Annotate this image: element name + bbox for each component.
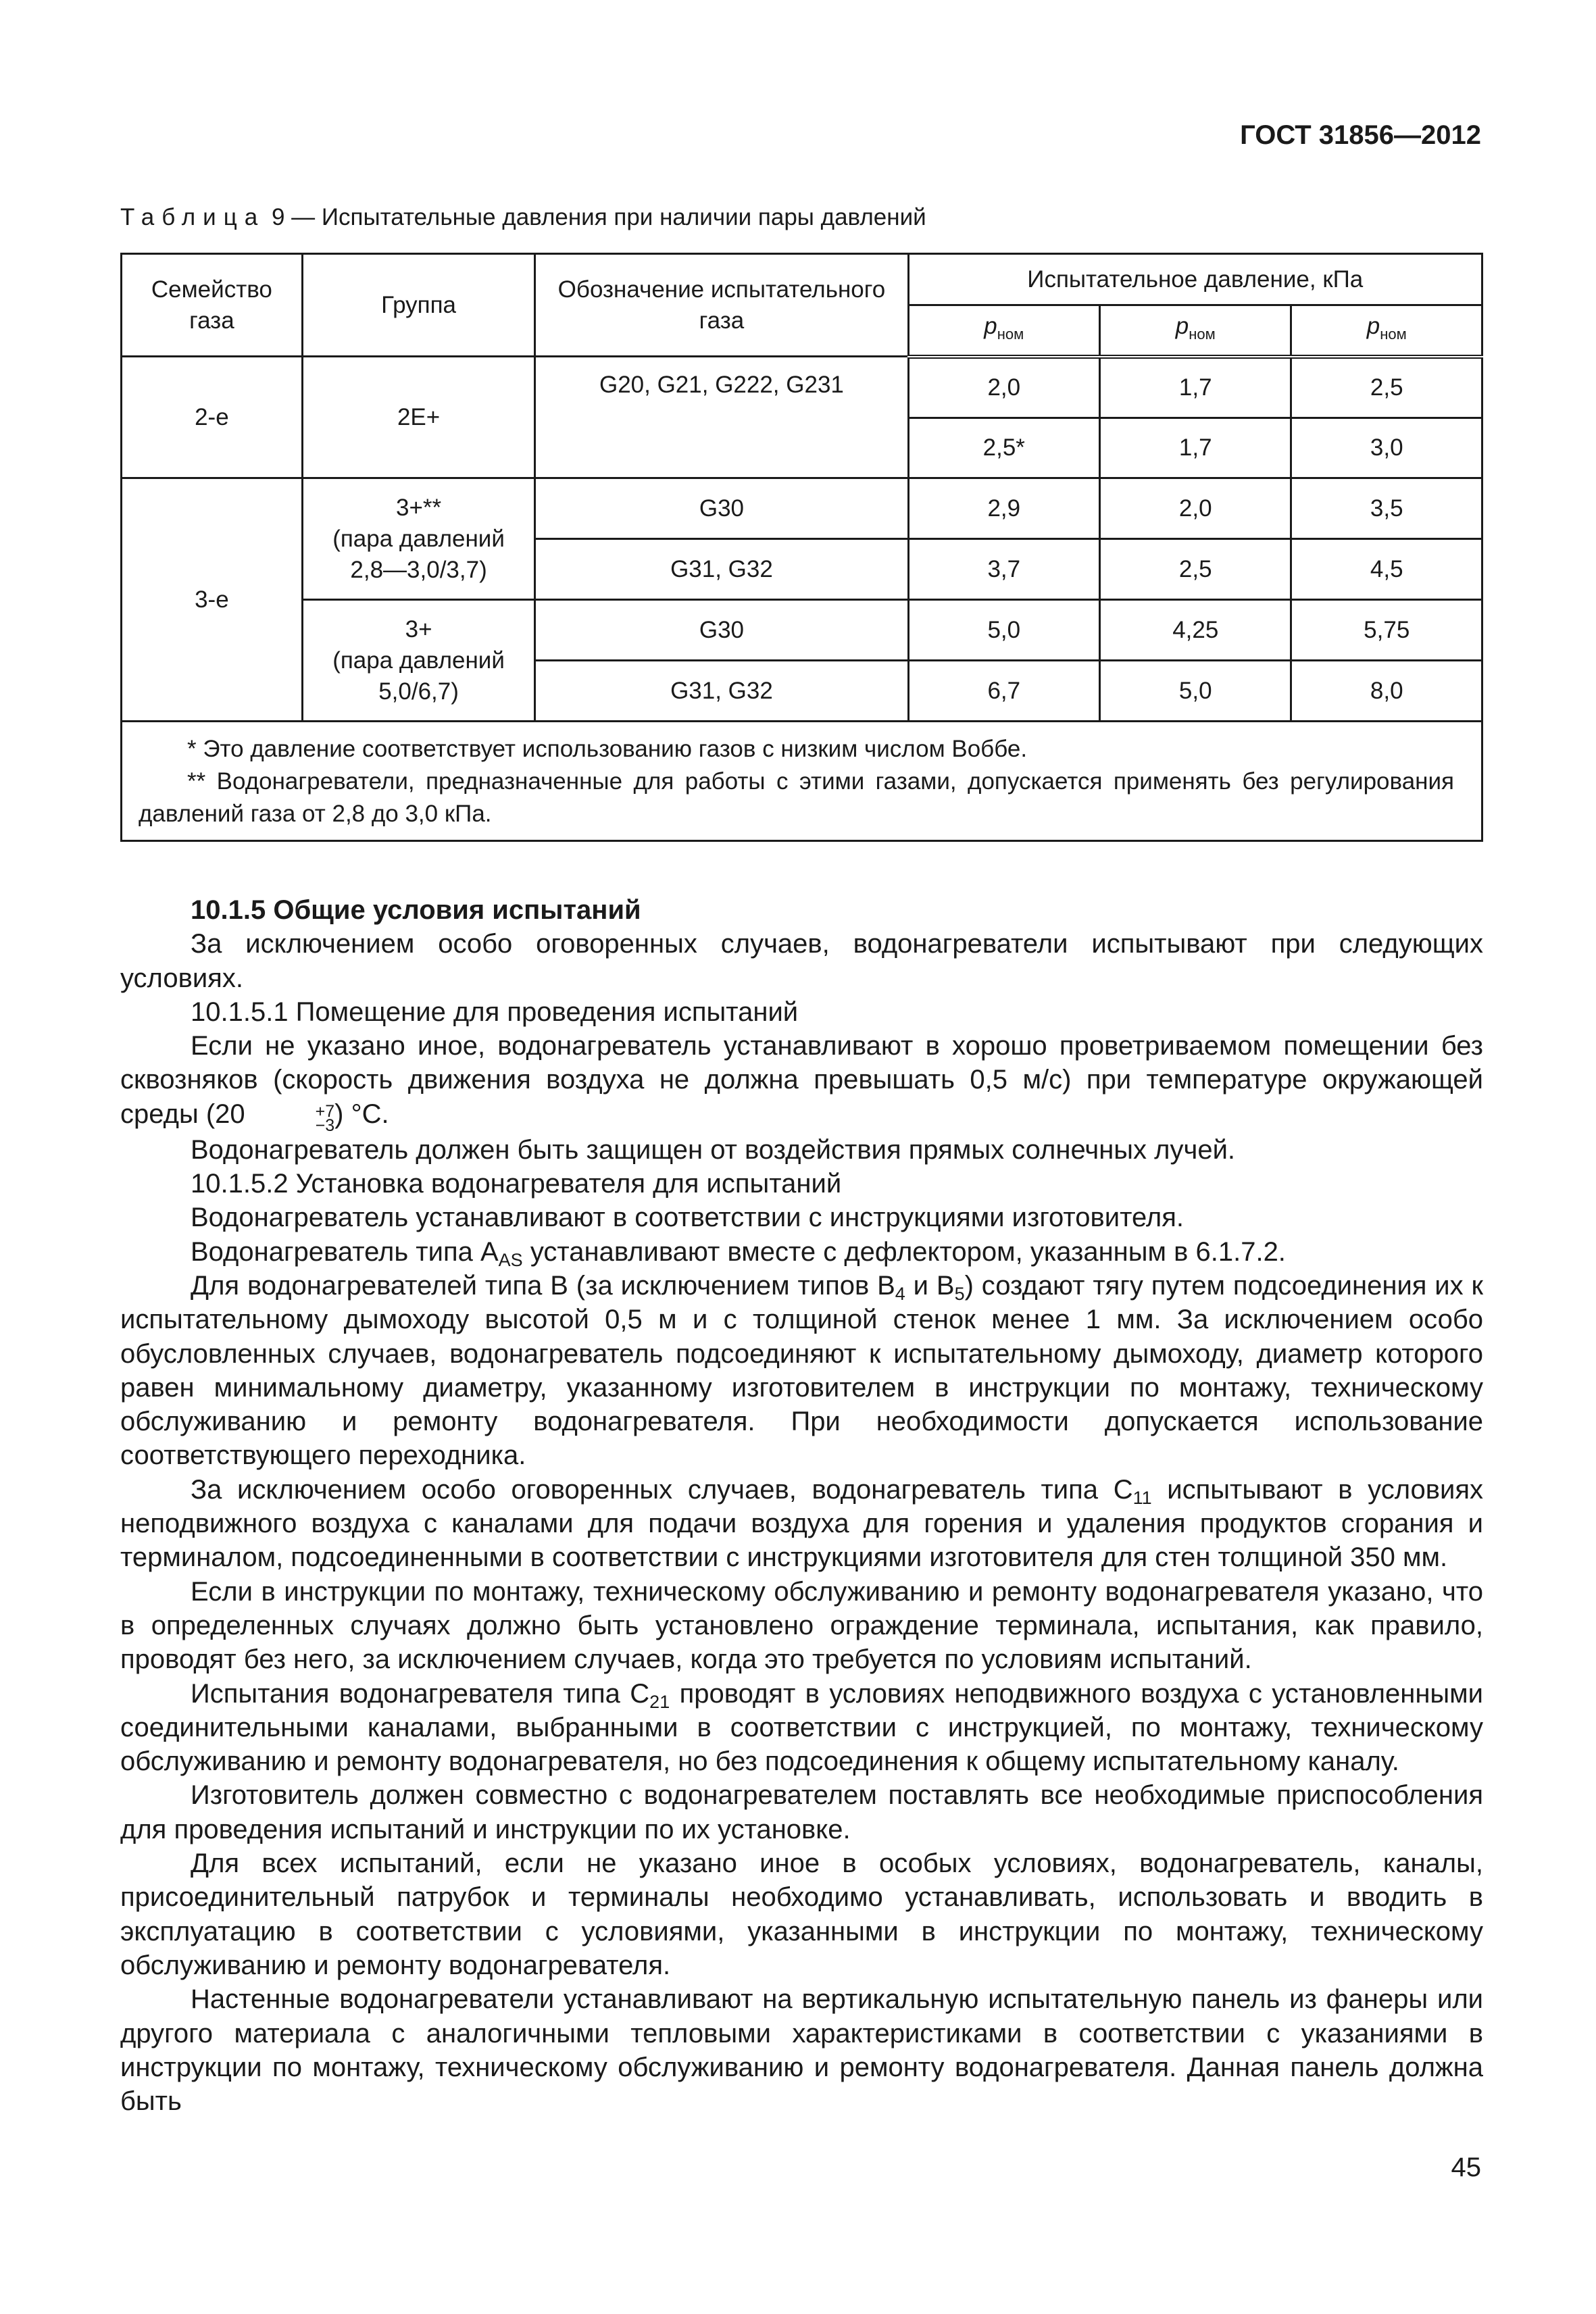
gas-cell: G30 (535, 600, 908, 661)
family-cell: 2-е (122, 357, 303, 478)
gas-cell: G20, G21, G222, G231 (535, 357, 908, 478)
paragraph: Водонагреватель должен быть защищен от воздействия прямых солнечных лучей. (191, 1134, 1236, 1165)
table-notes (122, 722, 1482, 841)
value-cell: 5,75 (1291, 600, 1482, 661)
table-caption-text: — Испытательные давления при наличии пары давлений (291, 204, 926, 230)
section-heading: 10.1.5 Общие условия испытаний (191, 895, 641, 925)
tolerance-superscript-subscript: +7 −3 (315, 1101, 335, 1135)
table-row (122, 600, 1482, 661)
subsection-title: 10.1.5.2 Установка водонагревателя для испытаний (191, 1169, 842, 1199)
paragraph: Настенные водонагреватели устанавливают на вертикальную испытательную панель из фанеры или другого материала с аналогичными тепловыми характеристиками в соответствии с указаниями в инструкции по монтажу, техническому обслуживанию и ремонту водонагревателя. Данная панель должна быть (120, 1984, 1483, 2117)
value-cell: 1,7 (1100, 418, 1291, 478)
paragraph: За исключением особо оговоренных случаев, водонагреватели испытывают при следующих условиях. (120, 929, 1483, 993)
paragraph: Водонагреватель типа $A_{AS}$ устанавливают вместе с дефлектором, указанным в 6.1.7.2. (191, 1236, 1286, 1270)
value-cell: 2,5* (908, 418, 1099, 478)
pressure-table (120, 253, 1483, 842)
header-group: Группа (302, 254, 535, 357)
table-caption-word: Таблица (120, 204, 266, 230)
header-pressure: Испытательное давление, кПа (908, 254, 1482, 305)
body-text (120, 893, 1483, 2118)
paragraph: Если не указано иное, водонагреватель устанавливают в хорошо проветриваемом помещении без сквозняков (скорость движения воздуха не должна превышать 0,5 м/с) при температуре окружающей среды (20 +7 −3 ) °С. (120, 1031, 1483, 1135)
paragraph: Для водонагревателей типа В (за исключением типов $В_4$ и $В_5$) создают тягу путем подсоединения их к испытательному дымоходу высотой 0,5 м и с толщиной стенок менее 1 мм. За исключением особо обусловленных случаев, водонагреватель подсоединяют к испытательному дымоходу, диаметр которого равен минимальному диаметру, указанному изготовителем в инструкции по монтажу, техническому обслуживанию и ремонту водонагревателя. При необходимости допускается использование соответствующего переходника. (120, 1270, 1484, 1471)
subsection-title: 10.1.5.1 Помещение для проведения испытаний (191, 997, 799, 1027)
header-designation: Обозначение испытательного газа (535, 254, 908, 357)
value-cell: 5,0 (908, 600, 1099, 661)
table-caption-number: 9 (271, 204, 285, 230)
value-cell: 3,7 (908, 539, 1099, 600)
value-cell: 2,9 (908, 478, 1099, 539)
document-id: ГОСТ 31856—2012 (1240, 120, 1481, 150)
value-cell: 4,25 (1100, 600, 1291, 661)
value-cell: 8,0 (1291, 661, 1482, 722)
page-number: 45 (1451, 2153, 1481, 2182)
paragraph: Испытания водонагревателя типа $С_{21}$ проводят в условиях неподвижного воздуха с установленными соединительными каналами, выбранными в соответствии с инструкцией, по монтажу, техническому обслуживанию и ремонту водонагревателя, но без подсоединения к общему испытательному каналу. (120, 1678, 1484, 1777)
group-cell: 3+ (пара давлений 5,0/6,7) (302, 600, 535, 722)
gas-cell: G31, G32 (535, 539, 908, 600)
value-cell: 1,7 (1100, 357, 1291, 418)
table-caption (120, 204, 926, 231)
table-note-1: * Это давление соответствует использованию газов с низким числом Воббе. (187, 736, 1028, 762)
group-cell: 2E+ (302, 357, 535, 478)
header-p-nom: $p_{ном}$ (1100, 305, 1291, 357)
gas-cell: G30 (535, 478, 908, 539)
value-cell: 2,5 (1291, 357, 1482, 418)
paragraph: Водонагреватель устанавливают в соответствии с инструкциями изготовителя. (191, 1203, 1184, 1233)
header-family: Семейство газа (122, 254, 303, 357)
value-cell: 3,5 (1291, 478, 1482, 539)
table-notes-row (122, 722, 1482, 841)
paragraph: Если в инструкции по монтажу, техническому обслуживанию и ремонту водонагревателя указано, что в определенных случаях должно быть установлено ограждение терминала, испытания, как правило, проводят без него, за исключением случаев, когда это требуется по условиям испытаний. (120, 1576, 1483, 1675)
group-cell: 3+** (пара давлений 2,8—3,0/3,7) (302, 478, 535, 600)
gas-cell: G31, G32 (535, 661, 908, 722)
value-cell: 6,7 (908, 661, 1099, 722)
table-note-2: ** Водонагреватели, предназначенные для работы с этими газами, допускается применять без регулирования давлений газа от 2,8 до 3,0 кПа. (139, 768, 1454, 827)
value-cell: 2,0 (1100, 478, 1291, 539)
table-row (122, 478, 1482, 539)
value-cell: 2,0 (908, 357, 1099, 418)
value-cell: 2,5 (1100, 539, 1291, 600)
family-cell: 3-е (122, 478, 303, 722)
value-cell: 5,0 (1100, 661, 1291, 722)
table-row (122, 357, 1482, 418)
paragraph: За исключением особо оговоренных случаев, водонагреватель типа $С_{11}$ испытывают в условиях неподвижного воздуха с каналами для подачи воздуха для горения и удаления продуктов сгорания и терминалом, подсоединенными в соответствии с инструкциями изготовителя для стен толщиной 350 мм. (120, 1474, 1483, 1573)
value-cell: 3,0 (1291, 418, 1482, 478)
value-cell: 4,5 (1291, 539, 1482, 600)
header-p-nom: $p_{ном}$ (1291, 305, 1482, 357)
paragraph: Для всех испытаний, если не указано иное в особых условиях, водонагреватель, каналы, присоединительный патрубок и терминалы необходимо устанавливать, использовать и вводить в эксплуатацию в соответствии с условиями, указанными в инструкции по монтажу, техническому обслуживанию и ремонту водонагревателя. (120, 1848, 1483, 1980)
paragraph: Изготовитель должен совместно с водонагревателем поставлять все необходимые приспособления для проведения испытаний и инструкции по их установке. (120, 1780, 1483, 1844)
header-p-nom: $p_{ном}$ (908, 305, 1099, 357)
